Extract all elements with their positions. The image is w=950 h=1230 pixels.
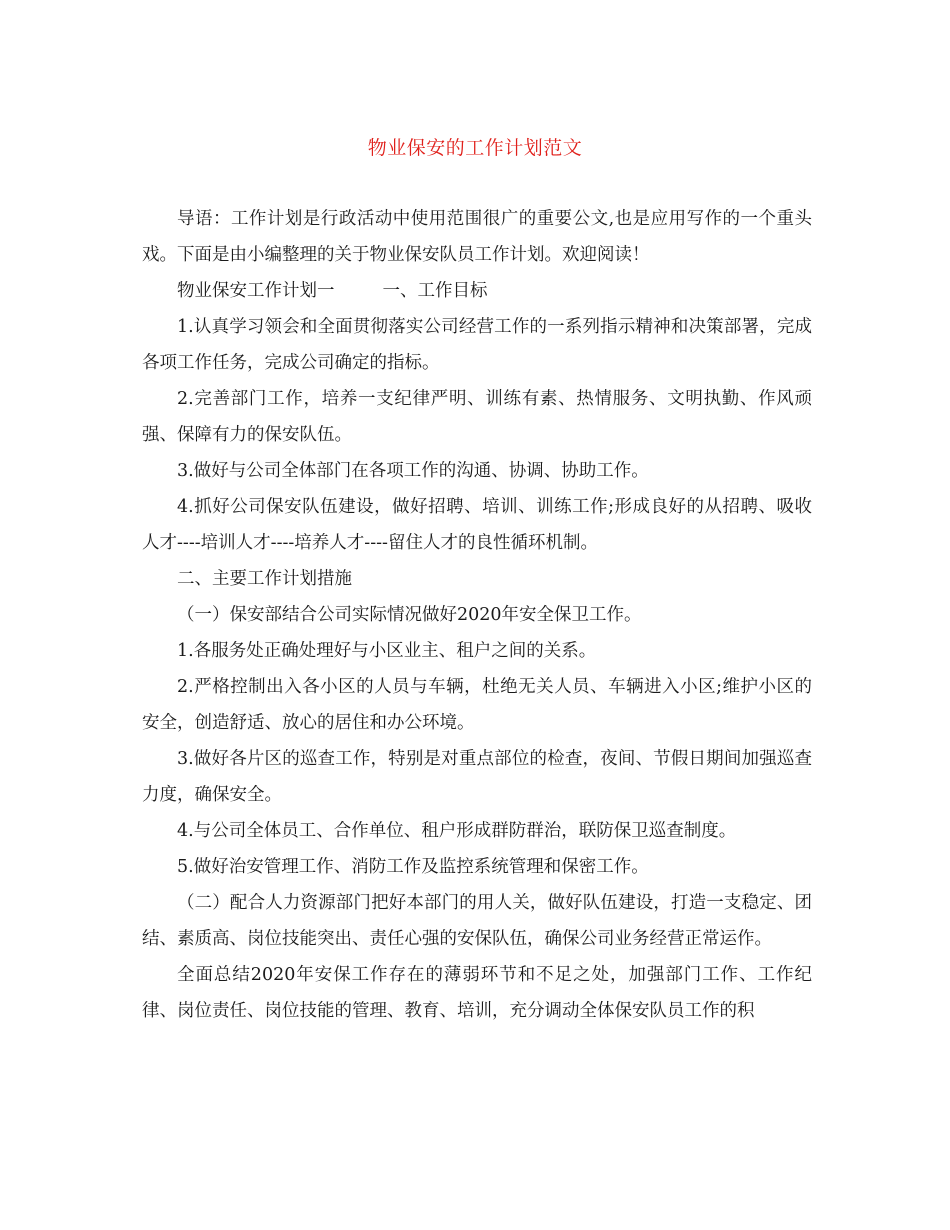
document-title: 物业保安的工作计划范文	[367, 137, 583, 159]
plan-one-label: 物业保安工作计划一	[177, 281, 335, 301]
paragraph-goal-1: 1.认真学习领会和全面贯彻落实公司经营工作的一系列指示精神和决策部署，完成各项工作任务，完成公司确定的指标。	[142, 317, 812, 373]
paragraph-measure-1: 1.各服务处正确处理好与小区业主、租户之间的关系。	[177, 641, 597, 661]
section-heading-goals: 一、工作目标	[382, 281, 488, 301]
paragraph-goal-3: 3.做好与公司全体部门在各项工作的沟通、协调、协助工作。	[177, 461, 649, 481]
paragraph-summary: 全面总结2020年安保工作存在的薄弱环节和不足之处，加强部门工作、工作纪律、岗位责任、岗位技能的管理、教育、培训，充分调动全体保安队员工作的积	[142, 965, 812, 1021]
paragraph-goal-4: 4.抓好公司保安队伍建设，做好招聘、培训、训练工作;形成良好的从招聘、吸收人才----培训人才----培养人才----留住人才的良性循环机制。	[142, 497, 812, 553]
paragraph-measure-part-2: （二）配合人力资源部门把好本部门的用人关，做好队伍建设，打造一支稳定、团结、素质高、岗位技能突出、责任心强的安保队伍，确保公司业务经营正常运作。	[142, 893, 812, 949]
paragraph-measure-4: 4.与公司全体员工、合作单位、租户形成群防群治，联防保卫巡查制度。	[177, 821, 737, 841]
paragraph-measure-5: 5.做好治安管理工作、消防工作及监控系统管理和保密工作。	[177, 857, 649, 877]
document-body	[142, 201, 812, 1029]
paragraph-measure-3: 3.做好各片区的巡查工作，特别是对重点部位的检查，夜间、节假日期间加强巡查力度，确保安全。	[142, 749, 812, 805]
paragraph-goal-2: 2.完善部门工作，培养一支纪律严明、训练有素、热情服务、文明执勤、作风顽强、保障有力的保安队伍。	[142, 389, 812, 445]
paragraph-plan-one-heading	[142, 273, 812, 309]
section-heading-measures: 二、主要工作计划措施	[177, 569, 352, 589]
paragraph-measure-2: 2.严格控制出入各小区的人员与车辆，杜绝无关人员、车辆进入小区;维护小区的安全，创造舒适、放心的居住和办公环境。	[142, 677, 812, 733]
paragraph-intro: 导语：工作计划是行政活动中使用范围很广的重要公文,也是应用写作的一个重头戏。下面是由小编整理的关于物业保安队员工作计划。欢迎阅读！	[142, 209, 812, 265]
paragraph-measure-part-1: （一）保安部结合公司实际情况做好2020年安全保卫工作。	[177, 605, 642, 625]
